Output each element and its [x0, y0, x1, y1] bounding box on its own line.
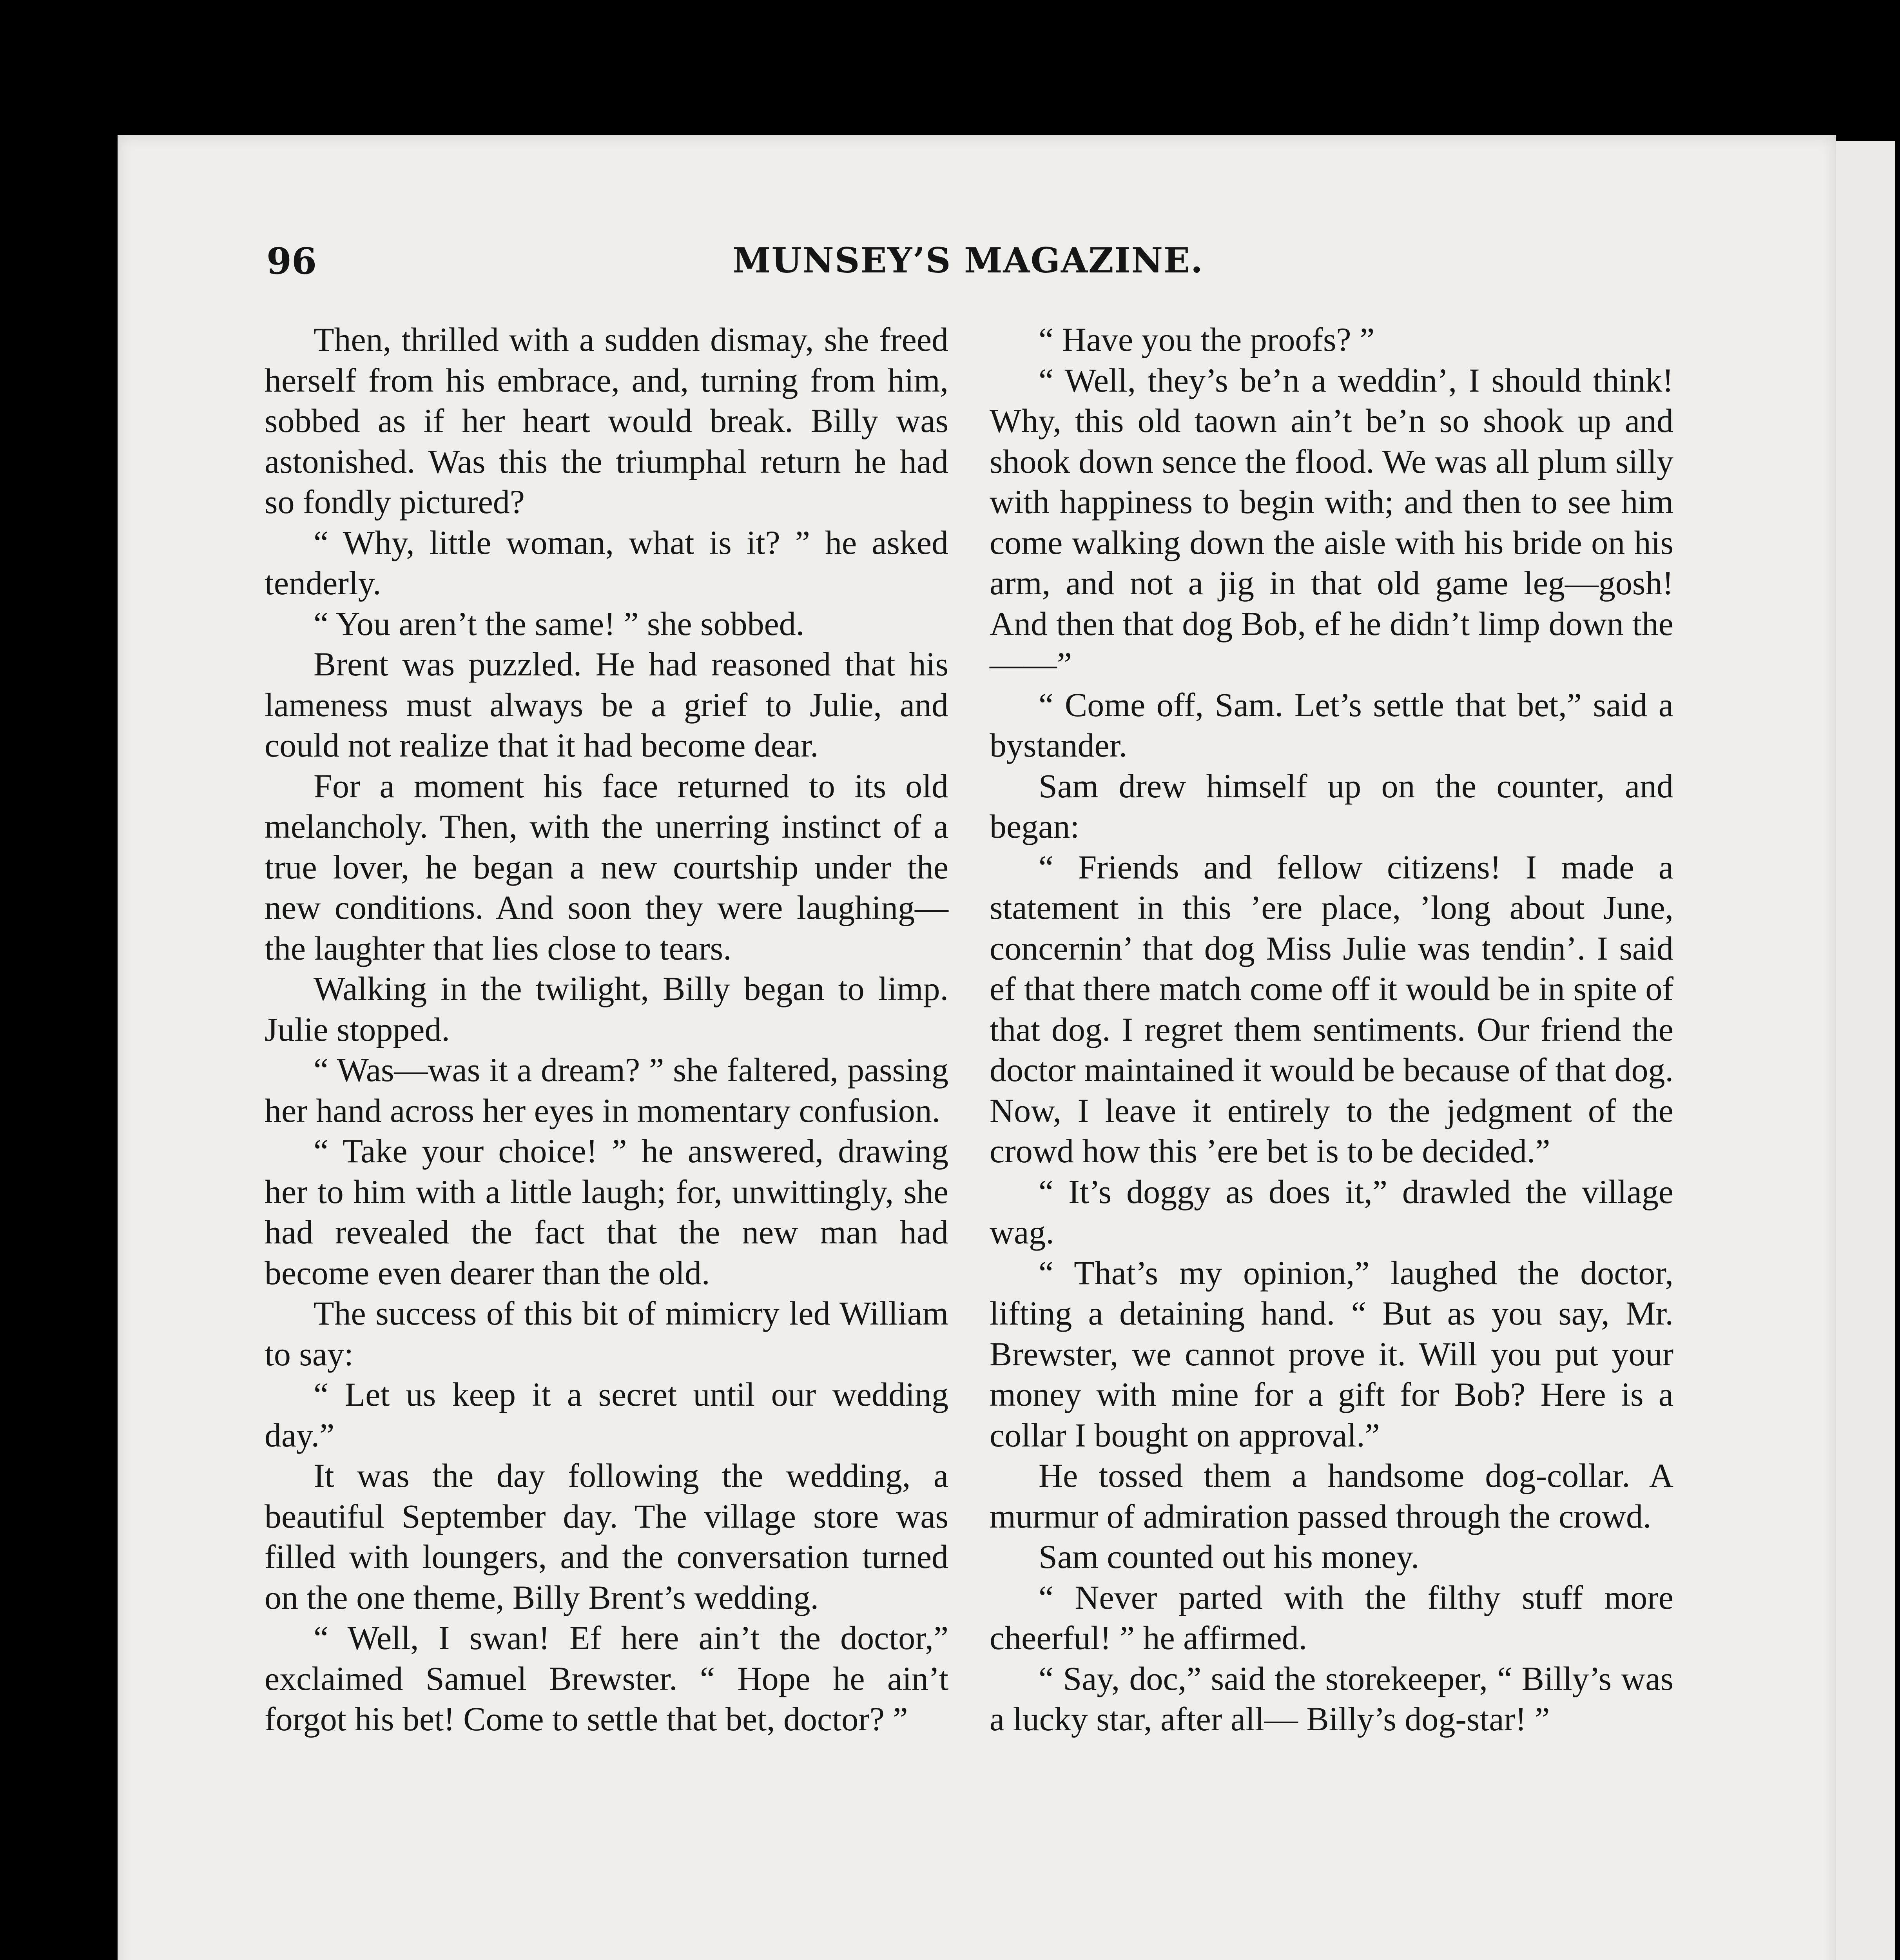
paragraph: He tossed them a handsome dog-collar. A murmur of admiration passed through the crowd.	[990, 1457, 1673, 1535]
page-number: 96	[267, 240, 317, 282]
paragraph: Sam counted out his money.	[1039, 1538, 1420, 1575]
paragraph: “ Why, little woman, what is it? ” he asked tenderly.	[265, 523, 948, 602]
paragraph: “ Well, they’s be’n a weddin’, I should think! Why, this old taown ain’t be’n so shook up and shook down sence the flood. We was all plum silly with happiness to begin with; and then to see him come walking down the aisle with his bride on his arm, and not a jig in that old game leg—gosh! And then that dog Bob, ef he didn’t limp down the——”	[990, 361, 1673, 683]
paragraph: “ Say, doc,” said the storekeeper, “ Billy’s was a lucky star, after all— Billy’s dog-star! ”	[990, 1659, 1673, 1738]
paragraph: It was the day following the wedding, a beautiful September day. The village store was filled with loungers, and the conversation turned on the one theme, Billy Brent’s wedding.	[265, 1457, 948, 1616]
paragraph: Walking in the twilight, Billy began to limp. Julie stopped.	[265, 970, 948, 1048]
paragraph: “ Never parted with the filthy stuff more cheerful! ” he affirmed.	[990, 1578, 1673, 1657]
paragraph: Then, thrilled with a sudden dismay, she freed herself from his embrace, and, turning from him, sobbed as if her heart would break. Billy was astonished. Was this the triumphal return he had so fondly pictured?	[265, 321, 948, 521]
paragraph: “ Come off, Sam. Let’s settle that bet,” said a bystander.	[990, 686, 1673, 764]
paragraph: “ Take your choice! ” he answered, drawing her to him with a little laugh; for, unwittingly, she had revealed the fact that the new man had become even dearer than the old.	[265, 1132, 948, 1292]
paragraph: “ It’s doggy as does it,” drawled the village wag.	[990, 1172, 1673, 1251]
paragraph: “ You aren’t the same! ” she sobbed.	[314, 604, 805, 642]
running-head: MUNSEY’S MAGAZINE.	[732, 240, 1204, 281]
page-header	[267, 240, 1670, 291]
paragraph: Sam drew himself up on the counter, and began:	[990, 767, 1673, 845]
paragraph: “ Was—was it a dream? ” she faltered, passing her hand across her eyes in momentary confusion.	[265, 1051, 948, 1129]
paragraph: “ Have you the proofs? ”	[1039, 321, 1375, 358]
paragraph: For a moment his face returned to its old melancholy. Then, with the unerring instinct of a true lover, he began a new courtship under the new conditions. And soon they were laughing— the laughter that lies close to tears.	[265, 767, 948, 967]
paragraph: Brent was puzzled. He had reasoned that his lameness must always be a grief to Julie, and could not realize that it had become dear.	[265, 645, 948, 764]
paragraph: “ Well, I swan! Ef here ain’t the doctor,” exclaimed Samuel Brewster. “ Hope he ain’t forgot his bet! Come to settle that bet, doctor? ”	[265, 1619, 948, 1738]
paragraph: “ Friends and fellow citizens! I made a statement in this ’ere place, ’long about June, concernin’ that dog Miss Julie was tendin’. I said ef that there match come off it would be in spite of that dog. I regret them sentiments. Our friend the doctor maintained it would be because of that dog. Now, I leave it entirely to the jedgment of the crowd how this ’ere bet is to be decided.”	[990, 848, 1673, 1170]
left-text-column	[265, 319, 948, 1740]
paragraph: “ That’s my opinion,” laughed the doctor, lifting a detaining hand. “ But as you say, Mr. Brewster, we cannot prove it. Will you put your money with mine for a gift for Bob? Here is a collar I bought on approval.”	[990, 1254, 1673, 1454]
paragraph: “ Let us keep it a secret until our wedding day.”	[265, 1376, 948, 1454]
paragraph: The success of this bit of mimicry led William to say:	[265, 1294, 948, 1373]
right-text-column	[990, 319, 1673, 1740]
